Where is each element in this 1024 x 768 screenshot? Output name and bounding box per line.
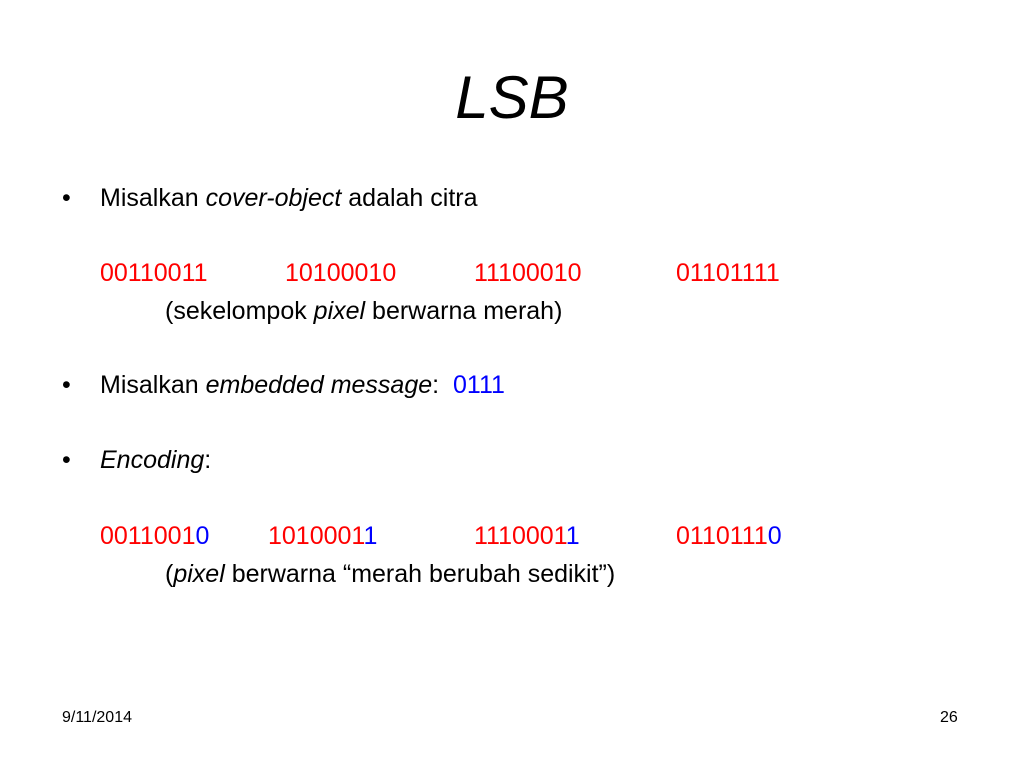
cover-byte: 10100010: [285, 259, 397, 287]
bullet-encoding: [100, 445, 211, 475]
bullet-text: :: [432, 371, 440, 399]
caption-emphasis: pixel: [313, 297, 366, 325]
caption-text: berwarna merah): [365, 297, 563, 325]
caption-emphasis: pixel: [173, 560, 225, 588]
encoded-byte: [268, 521, 377, 551]
cover-byte: 11100010: [474, 259, 582, 287]
caption-text: berwarna “merah berubah sedikit”): [224, 560, 616, 588]
bullet-marker: •: [62, 371, 71, 399]
byte-prefix: 1110001: [474, 522, 566, 550]
page-number: 26: [940, 709, 958, 726]
encoded-byte: [474, 521, 580, 551]
bullet-text: Misalkan: [100, 371, 206, 399]
bullet-emphasis: embedded message: [205, 371, 433, 399]
slide-title: LSB: [455, 64, 569, 131]
cover-byte: 00110011: [100, 259, 208, 287]
byte-prefix: 1010001: [268, 522, 364, 550]
byte-lsb: 0: [767, 522, 782, 550]
byte-prefix: 0011001: [100, 522, 196, 550]
bullet-emphasis: cover-object: [205, 184, 342, 212]
byte-prefix: 0110111: [676, 522, 768, 550]
encoded-byte: [676, 521, 782, 551]
bullet-text: adalah citra: [341, 184, 478, 212]
footer-date: 9/11/2014: [62, 709, 132, 726]
bullet-marker: •: [62, 184, 71, 212]
bullet-marker: •: [62, 446, 71, 474]
encoded-byte: [100, 521, 209, 551]
cover-byte: 01101111: [676, 259, 780, 287]
bullet-embedded-message: [100, 370, 505, 400]
bullet-cover-object: [100, 183, 478, 213]
bullet-text: Misalkan: [100, 184, 206, 212]
byte-lsb: 1: [565, 522, 580, 550]
message-bits: 0111: [453, 371, 505, 399]
bullet-emphasis: Encoding: [100, 446, 205, 474]
caption-text: (: [165, 560, 174, 588]
byte-lsb: 0: [195, 522, 210, 550]
bullet-text: :: [204, 446, 212, 474]
cover-caption: [165, 296, 562, 326]
encoded-caption: [165, 559, 615, 589]
byte-lsb: 1: [363, 522, 378, 550]
caption-text: (sekelompok: [165, 297, 314, 325]
